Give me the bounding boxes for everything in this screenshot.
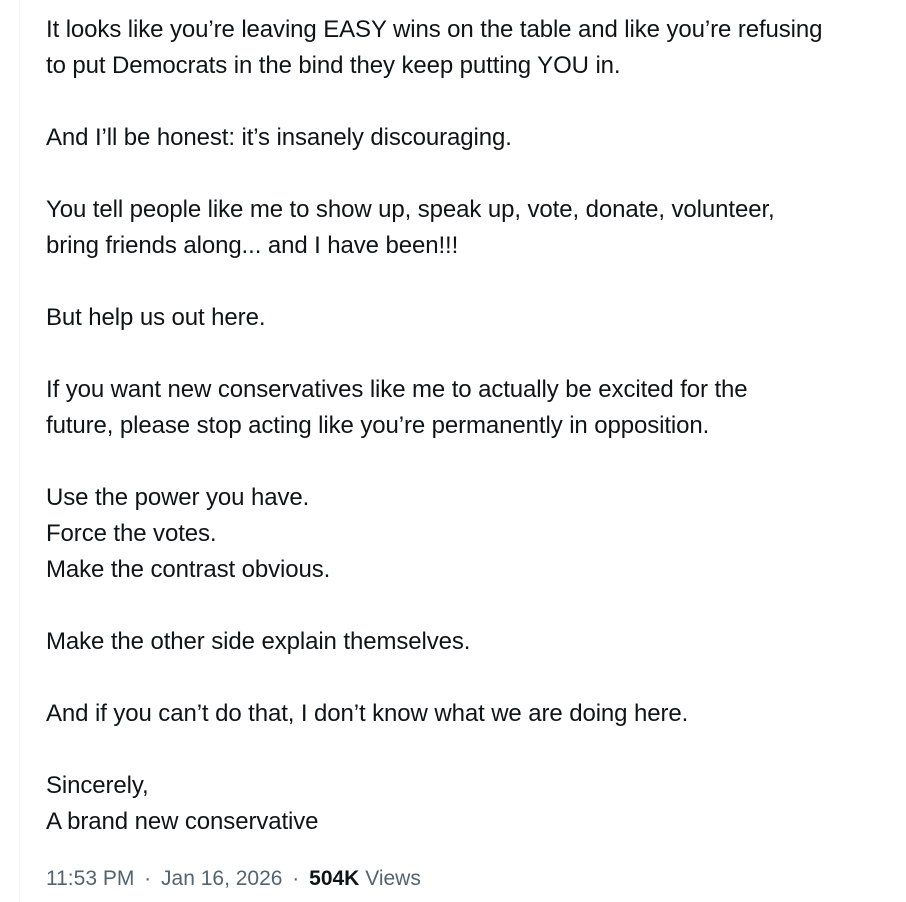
tweet-line: bring friends along... and I have been!!! <box>46 232 459 259</box>
views-count: 504K <box>309 867 360 890</box>
tweet-paragraph <box>46 192 901 264</box>
tweet-line: A brand new conservative <box>46 808 319 835</box>
tweet-time: 11:53 PM <box>46 867 135 890</box>
tweet-date: Jan 16, 2026 <box>161 867 283 890</box>
tweet-line: to put Democrats in the bind they keep putting YOU in. <box>46 52 621 79</box>
tweet-line: future, please stop acting like you’re permanently in opposition. <box>46 412 710 439</box>
thread-divider <box>19 0 20 902</box>
views-label: Views <box>365 867 421 890</box>
tweet-line: You tell people like me to show up, speak up, vote, donate, volunteer, <box>46 196 775 223</box>
tweet-timestamp-link[interactable] <box>46 867 288 890</box>
tweet-line: If you want new conservatives like me to actually be excited for the <box>46 376 748 403</box>
tweet-line: And if you can’t do that, I don’t know what we are doing here. <box>46 700 689 727</box>
meta-separator: · <box>144 867 152 890</box>
tweet-paragraph <box>46 120 901 156</box>
tweet-line: Make the other side explain themselves. <box>46 628 471 655</box>
tweet-paragraph <box>46 300 901 336</box>
tweet-paragraph <box>46 624 901 660</box>
tweet-meta <box>46 864 421 894</box>
tweet-paragraph <box>46 696 901 732</box>
tweet-body <box>46 12 901 876</box>
tweet-line: Use the power you have. <box>46 484 310 511</box>
tweet-paragraph <box>46 768 901 840</box>
tweet-line: But help us out here. <box>46 304 266 331</box>
tweet-paragraph <box>46 12 901 84</box>
tweet-line: It looks like you’re leaving EASY wins on the table and like you’re refusing <box>46 16 823 43</box>
tweet-line: Make the contrast obvious. <box>46 556 331 583</box>
tweet-paragraph <box>46 372 901 444</box>
meta-separator: · <box>292 867 300 890</box>
tweet-paragraph <box>46 480 901 588</box>
tweet-line: Sincerely, <box>46 772 149 799</box>
views-link[interactable] <box>309 867 421 890</box>
tweet-line: Force the votes. <box>46 520 217 547</box>
tweet-line: And I’ll be honest: it’s insanely discouraging. <box>46 124 512 151</box>
